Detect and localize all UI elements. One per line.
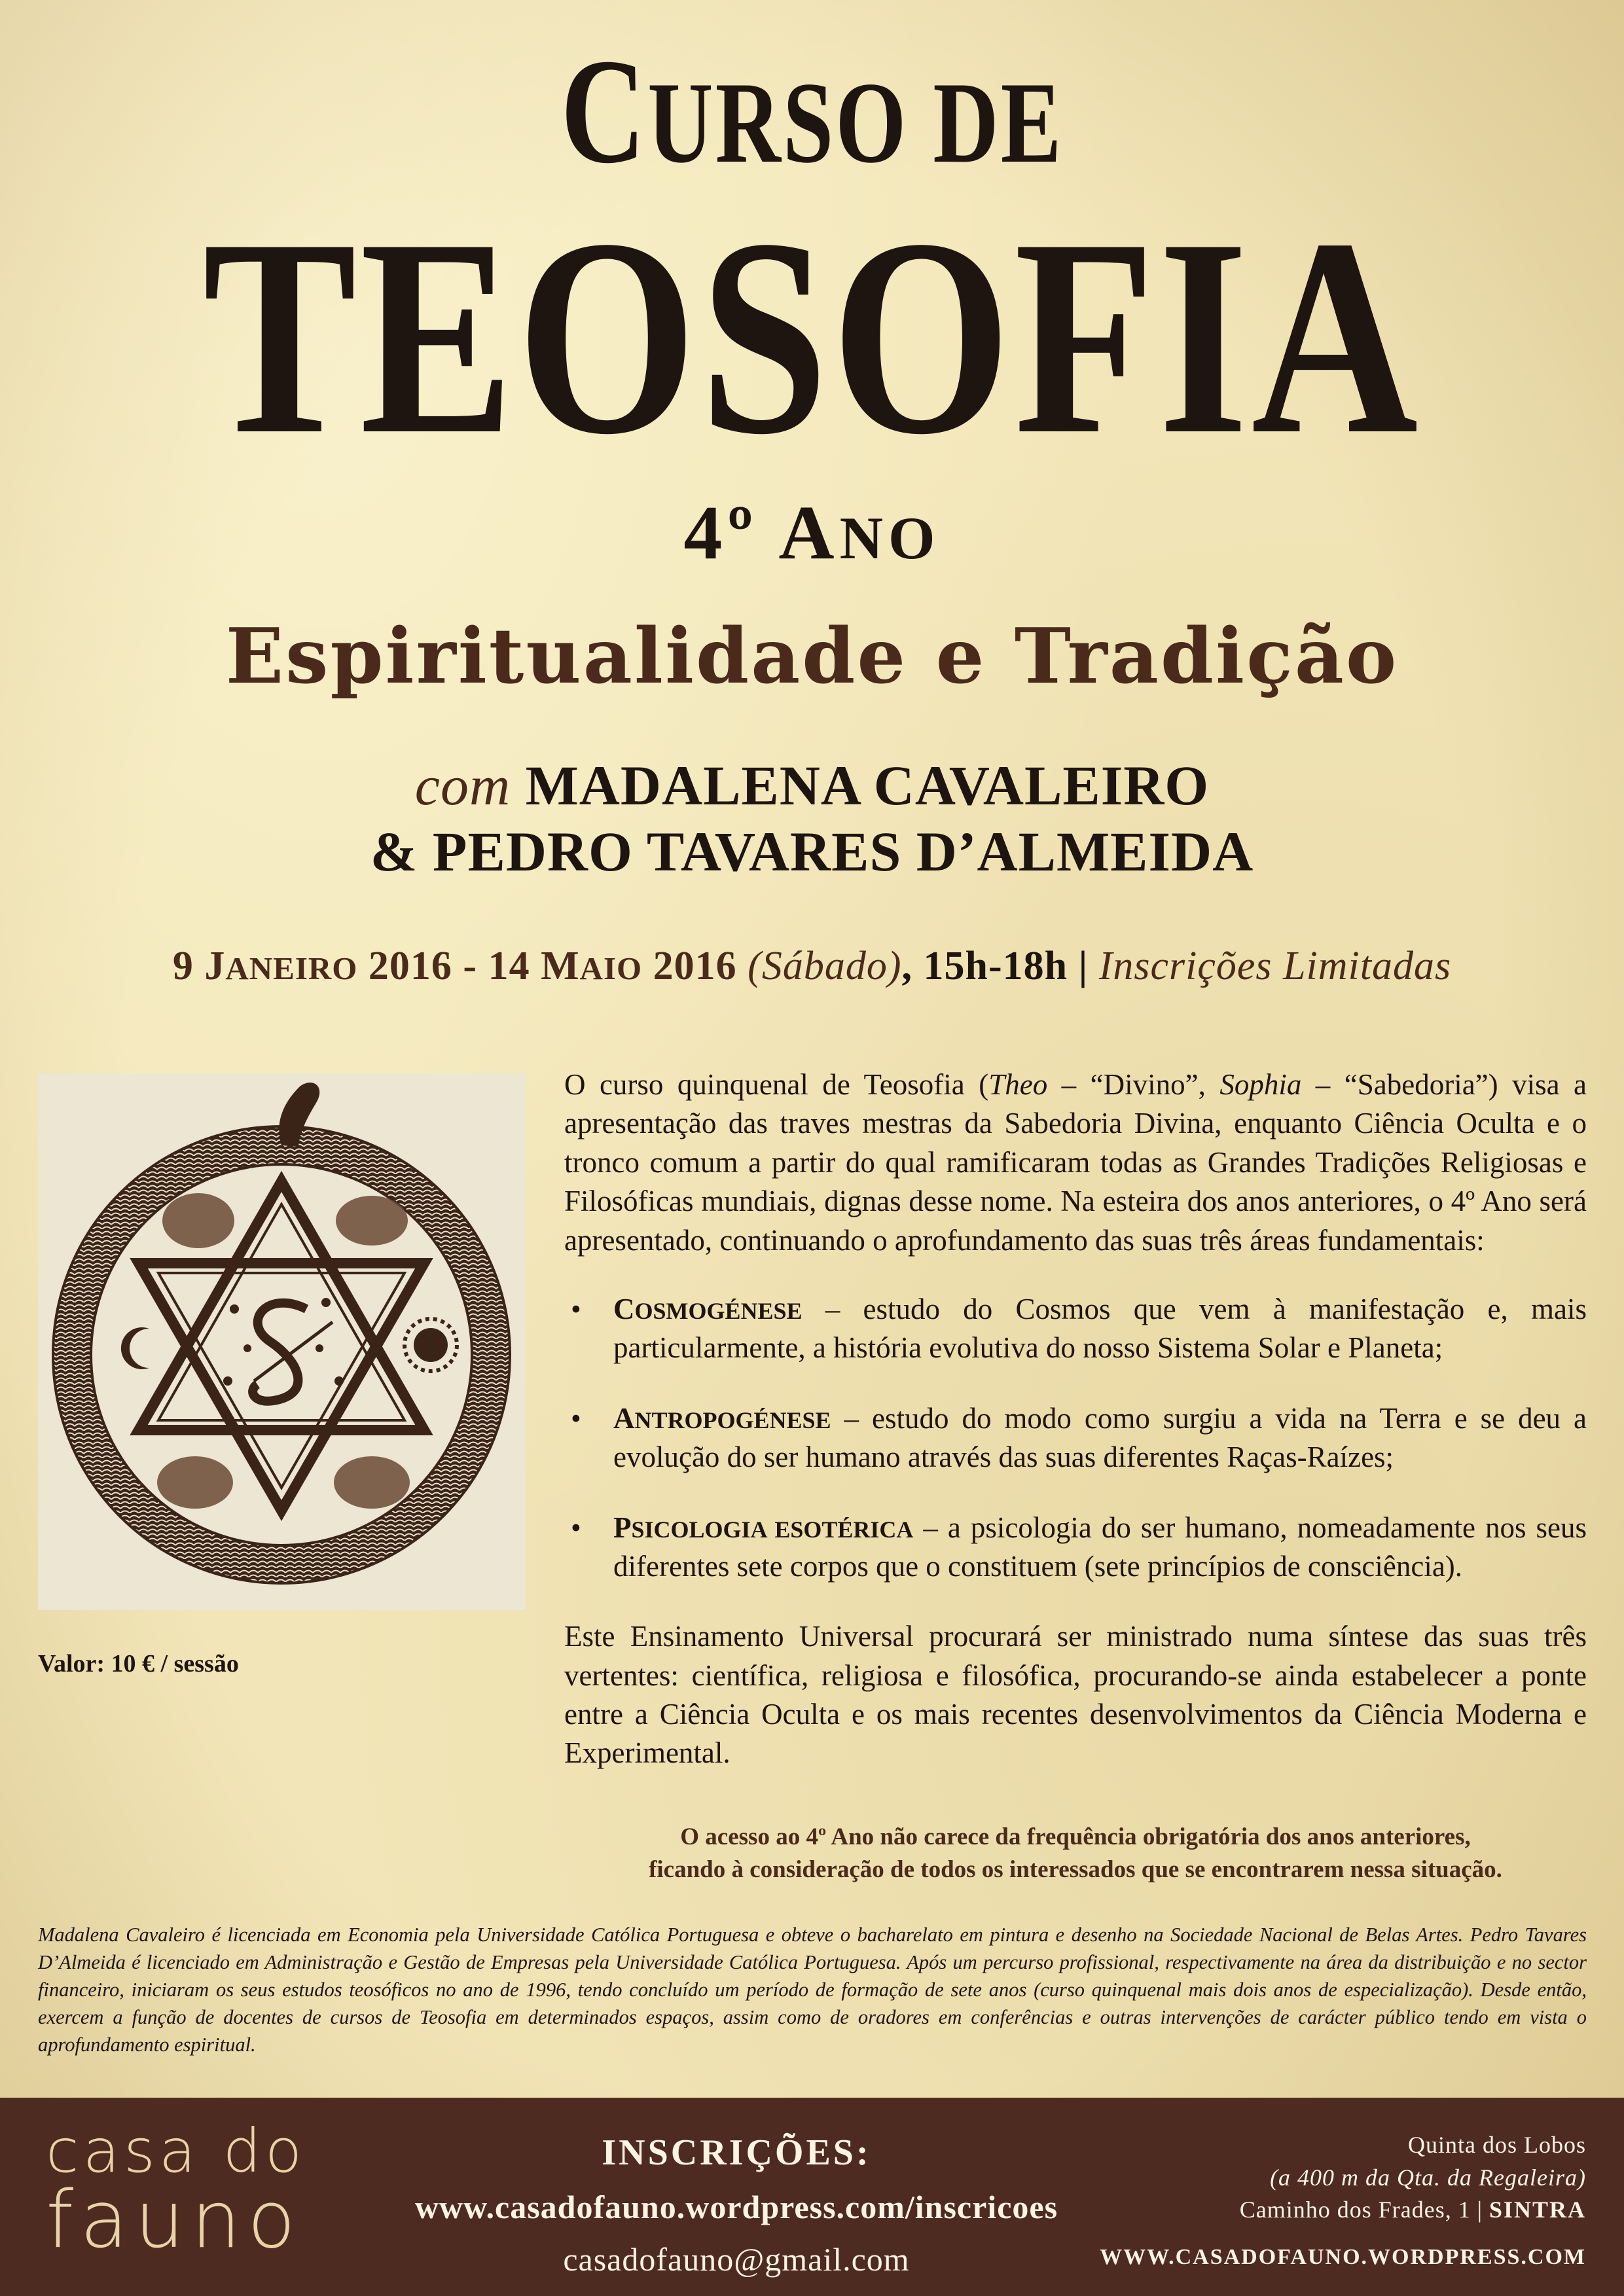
- closing-paragraph: Este Ensinamento Universal procurará ser ministrado numa síntese das suas três vertentes: científica, religiosa e filosófica, procurando-se ainda estabelecer a ponte entre a Ciência Oculta e os mais recentes desenvolvimentos da Ciência Moderna e Experimental.: [564, 1620, 1587, 1770]
- presenter-1: MADALENA CAVALEIRO: [525, 754, 1210, 817]
- sun-icon: [405, 1319, 457, 1371]
- list-item-term: [613, 1293, 803, 1325]
- intro-paragraph: [564, 1066, 1587, 1260]
- presenter-line-1: [0, 753, 1624, 819]
- term-initial: A: [613, 1401, 635, 1435]
- website-link[interactable]: WWW.CASADOFAUNO.WORDPRESS.COM: [1100, 2245, 1586, 2269]
- stars: [223, 1298, 344, 1386]
- presenters-prefix: com: [414, 754, 511, 817]
- limited-note: Inscrições Limitadas: [1088, 944, 1452, 988]
- logo-line-1: casa do: [46, 2116, 306, 2186]
- ouroboros-hexagram-emblem-icon: [38, 1073, 526, 1610]
- year-word-rest: NO: [839, 505, 941, 571]
- lion-figure: [334, 1456, 410, 1509]
- title-rest: URSO DE: [647, 58, 1064, 187]
- moon-icon: [121, 1327, 149, 1369]
- date-separator: |: [1078, 944, 1089, 988]
- address-city: SINTRA: [1489, 2197, 1586, 2223]
- venue-address: [1089, 2129, 1586, 2227]
- address-line-1: Quinta dos Lobos: [1408, 2132, 1586, 2158]
- presenters: [0, 753, 1624, 886]
- list-item-desc: – a psicologia do ser humano, nomeadamente nos seus diferentes sete corpos que o constituem (sete princípios de consciência).: [613, 1511, 1587, 1583]
- bull-figure: [157, 1456, 233, 1509]
- intro-theo: Theo: [988, 1068, 1048, 1101]
- emblem-svg: [38, 1073, 526, 1610]
- access-note: [564, 1821, 1587, 1887]
- year-number: 4º A: [683, 490, 840, 575]
- term-rest: SICOLOGIA ESOTÉRICA: [631, 1516, 914, 1543]
- price-label: Valor: 10 € / sessão: [38, 1650, 239, 1677]
- title-main: TEOSOFIA: [202, 181, 1422, 493]
- term-rest: NTROPOGÉNESE: [634, 1407, 831, 1433]
- term-initial: C: [613, 1292, 635, 1325]
- list-item-term: [613, 1511, 913, 1544]
- course-dates: [0, 946, 1624, 986]
- note-line-1: O acesso ao 4º Ano não carece da frequência obrigatória dos anos anteriores,: [680, 1823, 1471, 1850]
- angel-figure: [162, 1193, 234, 1248]
- intro-part-2: – “Divino”,: [1047, 1068, 1220, 1101]
- intro-part-1: O curso quinquenal de Teosofia (: [564, 1068, 989, 1101]
- title-initial: C: [560, 27, 648, 194]
- list-item: [564, 1509, 1587, 1587]
- presenter-2: & PEDRO TAVARES D’ALMEIDA: [370, 820, 1254, 884]
- start-month: ANEIRO: [225, 950, 358, 986]
- course-year: [0, 490, 1624, 575]
- address-line-3: [1089, 2194, 1586, 2227]
- title-line-1: [179, 27, 1445, 194]
- registration-title: INSCRIÇÕES:: [602, 2132, 871, 2173]
- list-item-term: [613, 1402, 831, 1435]
- term-initial: P: [613, 1511, 632, 1544]
- registration-link[interactable]: www.casadofauno.wordpress.com/inscricoes: [414, 2189, 1058, 2225]
- intro-part-3: – “Sabedoria”) visa a apresentação das traves mestras da Sabedoria Divina, enquanto Ciência Oculta e o tronco comum a partir do qual ramificaram todas as Grandes Tradições Religiosas e Filosóficas mundiais, dignas desse nome. Na esteira dos anos anteriores, o 4º Ano será apresentado, continuando o aprofundamento das suas três áreas fundamentais:: [564, 1068, 1587, 1257]
- term-rest: OSMOGÉNESE: [634, 1297, 803, 1324]
- registration-email[interactable]: casadofauno@gmail.com: [563, 2241, 910, 2278]
- list-item: [564, 1399, 1587, 1477]
- start-day: 9 J: [172, 944, 226, 988]
- logo-line-2: fauno: [46, 2175, 302, 2266]
- inner-serpent: [253, 1303, 306, 1401]
- end-month: AIO: [579, 950, 643, 986]
- start-year: 2016 - 14 M: [357, 944, 580, 988]
- end-year: 2016: [642, 944, 748, 988]
- list-item: [564, 1290, 1587, 1368]
- footer: [0, 2098, 1624, 2296]
- presenters-bio: Madalena Cavaleiro é licenciada em Economia pela Universidade Católica Portuguesa e obteve o bacharelato em pintura e desenho na Sociedade Nacional de Belas Artes. Pedro Tavares D’Almeida é licenciado em Administração e Gestão de Empresas pela Universidade Católica Portuguesa. Após um percurso profissional, respectivamente na área da distribuição e no sector financeiro, iniciaram os seus estudos teosóficos no ano de 1996, tendo concluído um período de formação de sete anos (curso quinquenal mais dois anos de especialização). Desde então, exercem a função de docentes de cursos de Teosofia em determinados espaços, assim como de oradores em conferências e outras intervenções de carácter público tendo em vista o aprofundamento espiritual.: [38, 1924, 1587, 2056]
- list-item-desc: – estudo do Cosmos que vem à manifestação e, mais particularmente, a história evolutiva do nosso Sistema Solar e Planeta;: [613, 1292, 1587, 1365]
- casa-do-fauno-logo: [46, 2116, 321, 2266]
- eagle-figure: [336, 1196, 408, 1246]
- subtitle: Espiritualidade e Tradição: [225, 612, 1399, 701]
- address-street: Caminho dos Frades, 1 |: [1239, 2197, 1489, 2223]
- list-item-desc: – estudo do modo como surgiu a vida na Terra e se deu a evolução do ser humano através das suas diferentes Raças-Raízes;: [613, 1401, 1587, 1474]
- time-range: , 15h-18h: [901, 944, 1079, 988]
- areas-list: [564, 1290, 1587, 1586]
- course-description: [564, 1066, 1587, 1773]
- address-line-2: (a 400 m da Qta. da Regaleira): [1270, 2164, 1586, 2191]
- weekday: (Sábado): [748, 944, 902, 988]
- note-line-2: ficando à consideração de todos os interessados que se encontrarem nessa situação.: [649, 1856, 1502, 1884]
- intro-sophia: Sophia: [1219, 1068, 1302, 1101]
